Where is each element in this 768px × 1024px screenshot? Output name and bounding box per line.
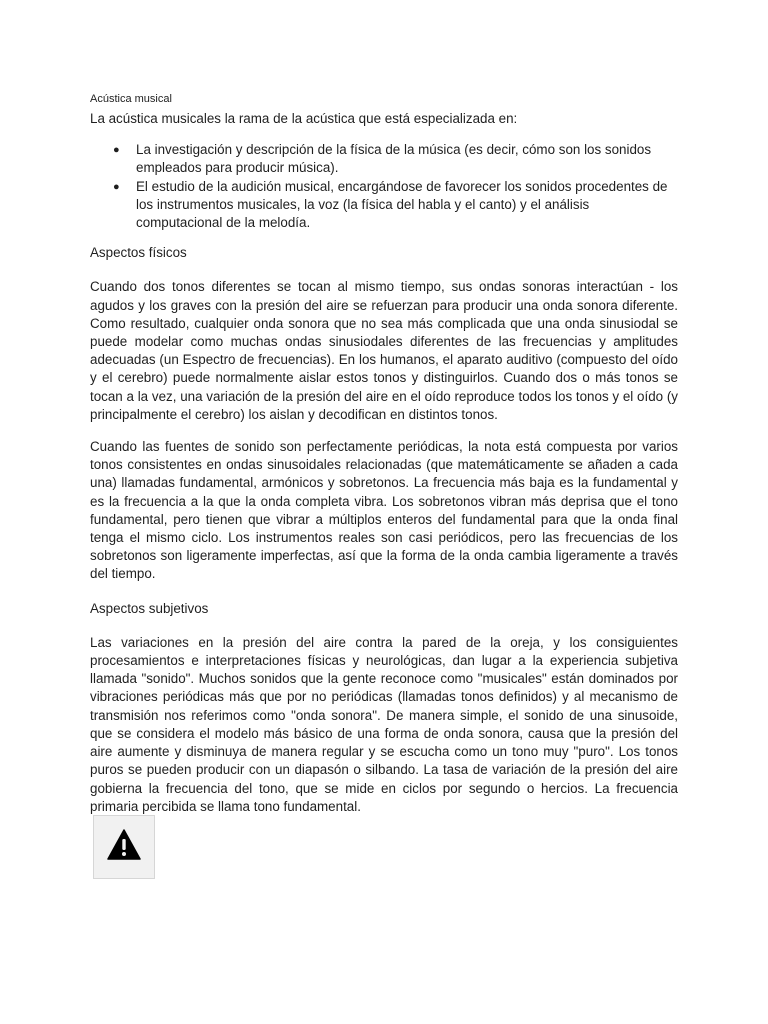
intro-paragraph: La acústica musicales la rama de la acústica que está especializada en: bbox=[90, 111, 518, 126]
document-title: Acústica musical bbox=[90, 93, 172, 105]
section-heading-aspectos-subjetivos: Aspectos subjetivos bbox=[90, 600, 209, 616]
bullet-icon: ● bbox=[113, 180, 120, 193]
body-paragraph: Cuando las fuentes de sonido son perfectamente periódicas, la nota está compuesta por varios tonos consistentes en ondas sinusoidales relacionadas (que matemáticamente se añaden a cada una) llamadas fundamental, armónicos y sobretonos. La frecuencia más baja es la fundamental y es la frecuencia a la que la onda completa vibra. Los sobretonos vibran más deprisa que el tono fundamental, pero tienen que vibrar a múltiplos enteros del fundamental para que la onda final tenga el mismo ciclo. Los instrumentos reales son casi periódicos, pero las frecuencias de los sobretonos son ligeramente imperfectas, así que la forma de la onda cambia ligeramente a través del tiempo. bbox=[90, 439, 678, 582]
document-page bbox=[90, 92, 678, 816]
list-item-text: El estudio de la audición musical, encargándose de favorecer los sonidos procedentes de los instrumentos musicales, la voz (la física del habla y el canto) y el análisis computacional de la melodía. bbox=[136, 178, 668, 231]
bullet-list bbox=[90, 141, 678, 232]
warning-triangle-icon bbox=[107, 829, 141, 866]
section-heading-aspectos-fisicos: Aspectos físicos bbox=[90, 245, 187, 261]
list-item bbox=[90, 141, 678, 177]
body-paragraph: Las variaciones en la presión del aire contra la pared de la oreja, y los consiguientes procesamientos e interpretaciones físicas y neurológicas, dan lugar a la experiencia subjetiva llamada "sonido". Muchos sonidos que la gente reconoce como "musicales" están dominados por vibraciones periódicas más que por no periódicas (llamadas tonos definidos) y al mecanismo de transmisión nos referimos como "onda sonora". De manera simple, el sonido de una sinusoide, que se considera el modelo más básico de una forma de onda sonora, causa que la presión del aire aumente y disminuya de manera regular y se escucha como un tono muy "puro". Los tonos puros se pueden producir con un diapasón o silbando. La tasa de variación de la presión del aire gobierna la frecuencia del tono, que se mide en ciclos por segundo o hercios. La frecuencia primaria percibida se llama tono fundamental. bbox=[90, 634, 678, 814]
body-paragraph: Cuando dos tonos diferentes se tocan al mismo tiempo, sus ondas sonoras interactúan - los agudos y los graves con la presión del aire se refuerzan para producir una onda sonora diferente. Como resultado, cualquier onda sonora que no sea más complicada que una onda sinusiodal se puede modelar como muchas ondas sinusiodales diferentes de las frecuencias y amplitudes adecuadas (un Espectro de frecuencias). En los humanos, el aparato auditivo (compuesto del oído y el cerebro) puede normalmente aislar estos tonos y distinguirlos. Cuando dos o más tonos se tocan a la vez, una variación de la presión del aire en el oído reproduce todos los tonos y el oído (y principalmente el cerebro) los aislan y decodifican en distintos tonos. bbox=[90, 279, 678, 422]
bullet-icon: ● bbox=[113, 144, 120, 157]
list-item-text: La investigación y descripción de la física de la música (es decir, cómo son los sonidos empleados para producir música). bbox=[136, 142, 652, 176]
list-item bbox=[90, 178, 678, 233]
broken-image-placeholder bbox=[93, 815, 155, 879]
